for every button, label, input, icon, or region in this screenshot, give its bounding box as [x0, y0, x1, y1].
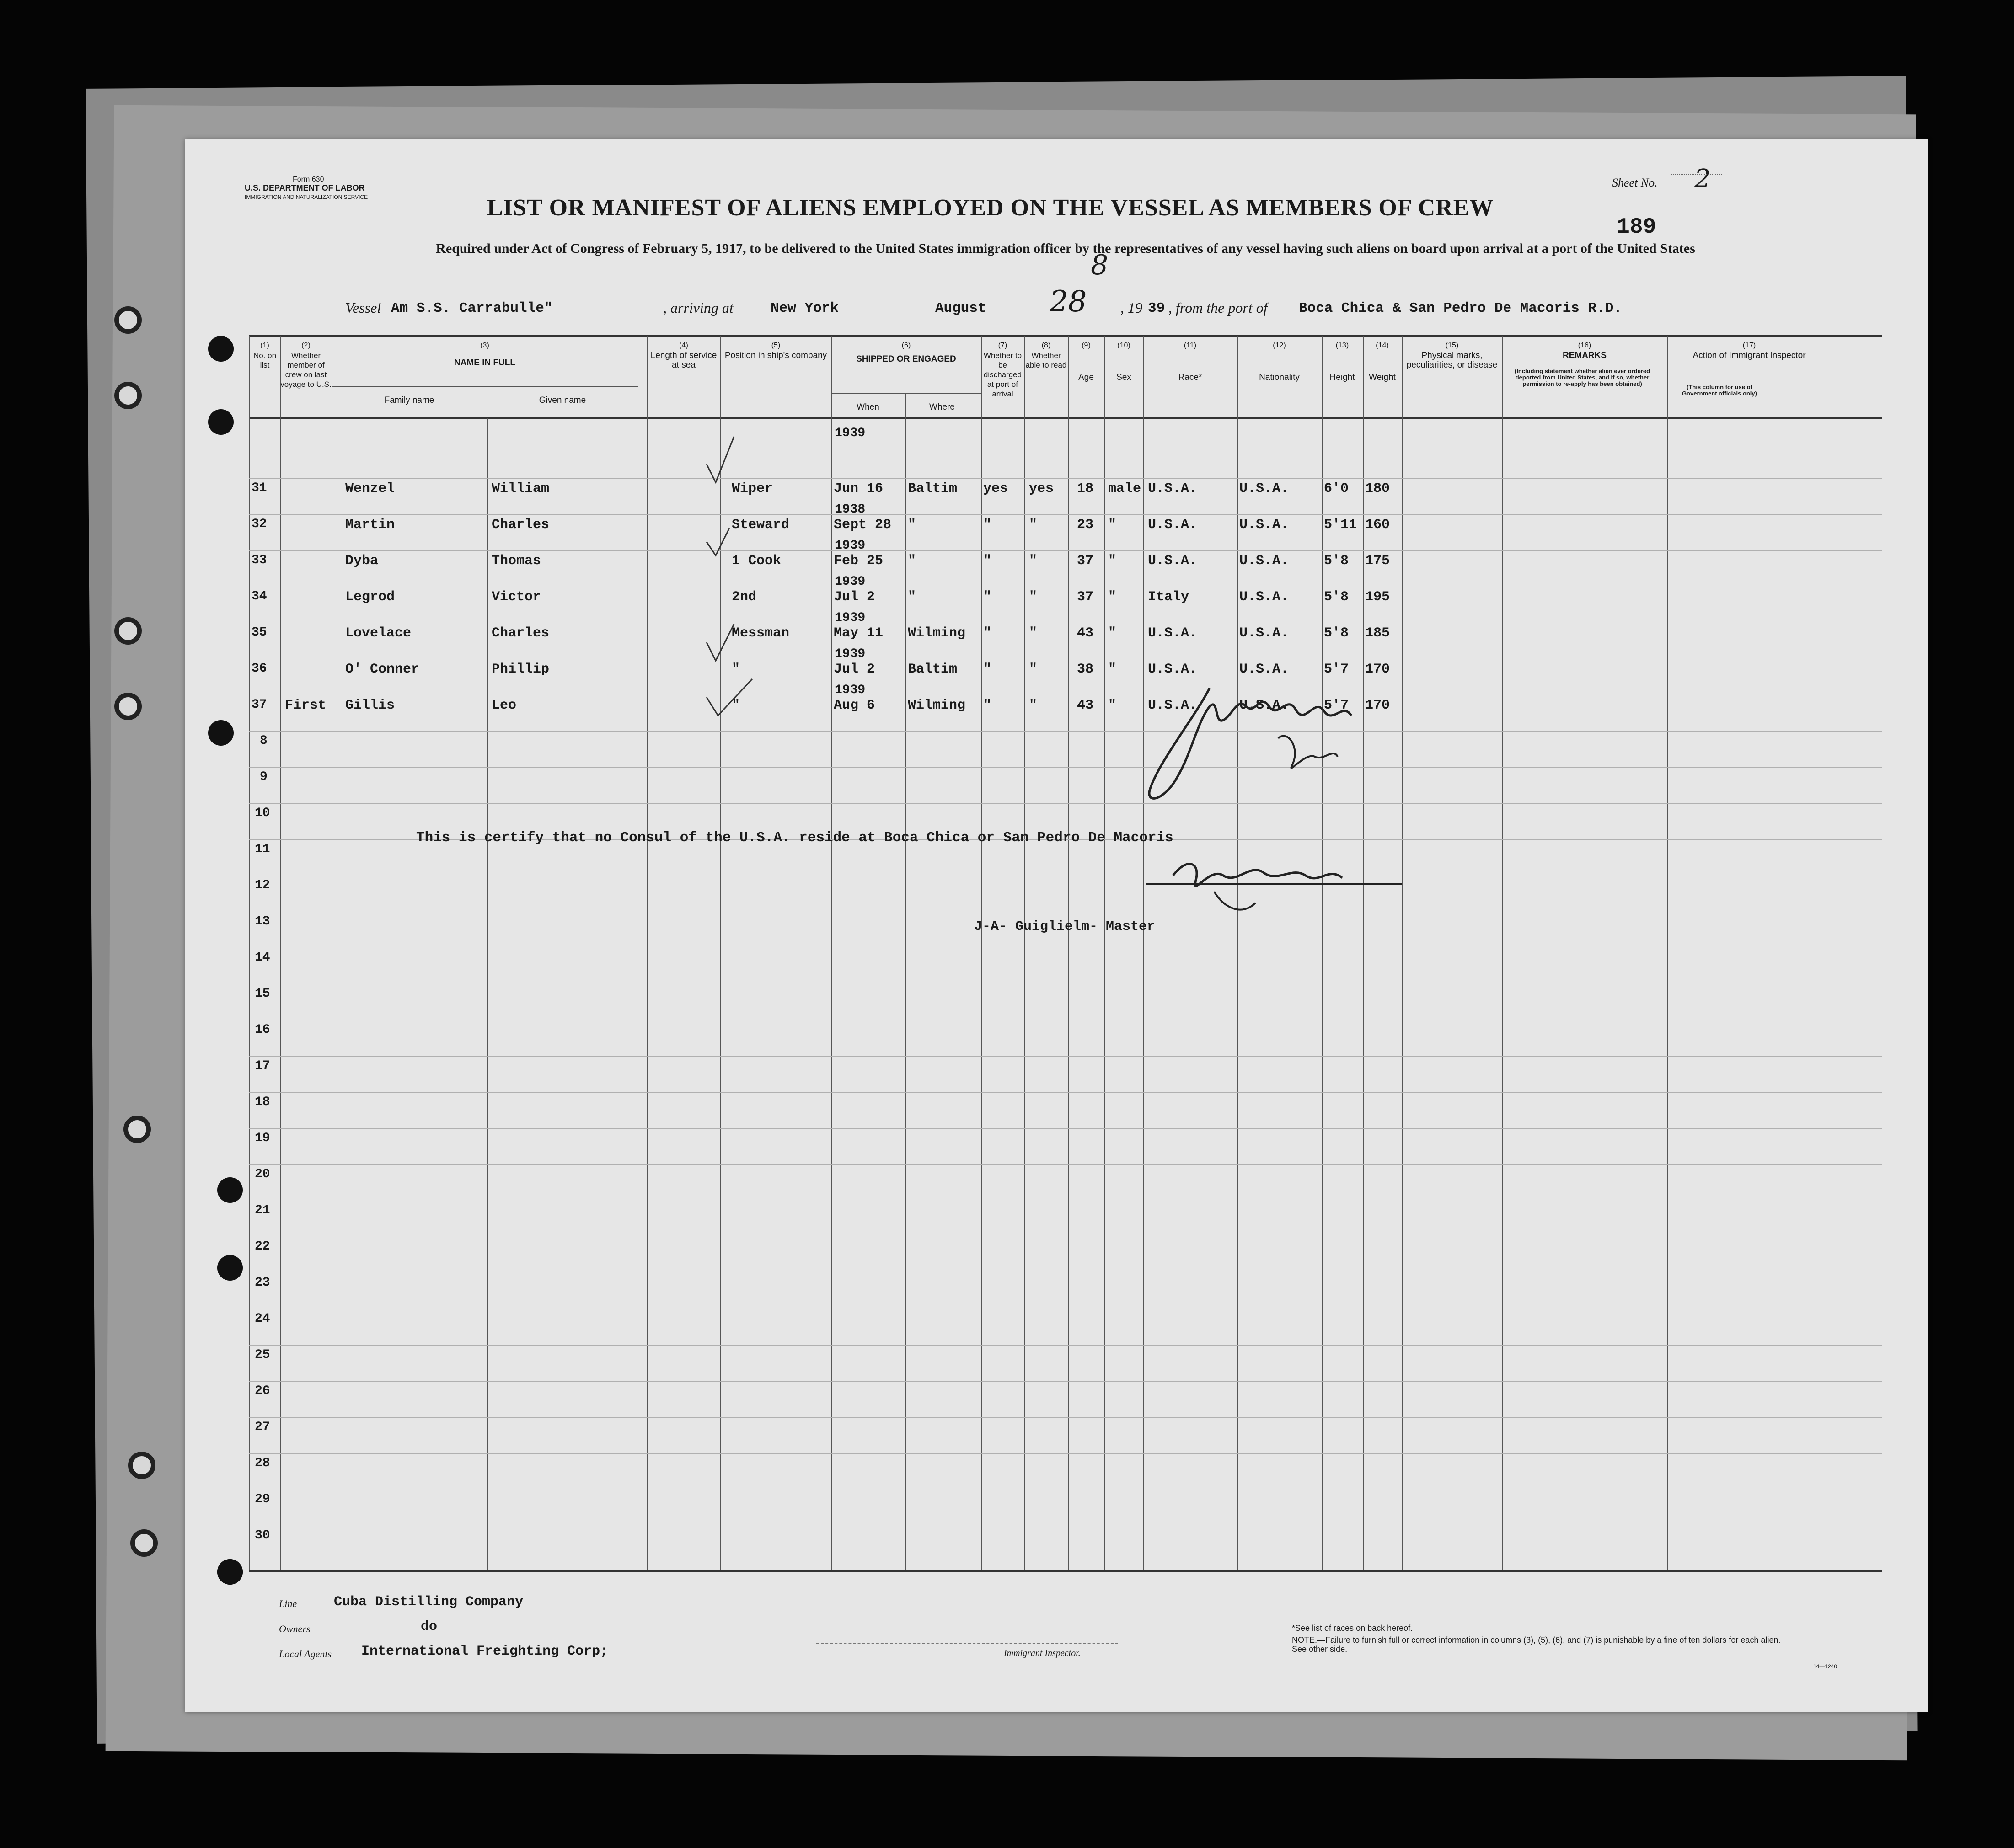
row-number: 34: [252, 589, 267, 604]
service-name: IMMIGRATION AND NATURALIZATION SERVICE: [245, 194, 368, 200]
arrival-year: 39: [1148, 300, 1165, 316]
column-header: NAME IN FULL: [454, 358, 516, 368]
penalty-note: NOTE.—Failure to furnish full or correct information in columns (3), (5), (6), and (7) is punishable by a fine of ten dollars for each alien. See other side.: [1292, 1635, 1781, 1654]
to-be-discharged: ": [983, 517, 992, 533]
nationality: U.S.A.: [1239, 517, 1289, 533]
column-header: Length of service at sea: [650, 351, 717, 370]
owners-label: Owners: [279, 1623, 311, 1634]
inspector-signature-line: [816, 1643, 1118, 1644]
column-number: (17): [1742, 342, 1756, 349]
shipped-year: 1939: [835, 575, 866, 589]
weight: 175: [1365, 553, 1390, 569]
nationality: U.S.A.: [1239, 589, 1289, 605]
height: 5'8: [1324, 589, 1349, 605]
owners-value: do: [421, 1619, 438, 1634]
able-to-read: ": [1029, 553, 1038, 569]
to-be-discharged: ": [983, 625, 992, 641]
local-agents: International Freighting Corp;: [361, 1644, 609, 1659]
row-rule: [249, 1453, 1882, 1454]
column-rule: [647, 336, 648, 1570]
able-to-read: ": [1029, 589, 1038, 605]
column-header: Age: [1078, 373, 1094, 382]
row-number: 33: [252, 553, 267, 567]
given-name: Charles: [492, 517, 550, 533]
blank-row-number: 27: [255, 1420, 270, 1434]
races-note: *See list of races on back hereof.: [1292, 1624, 1413, 1633]
blank-row-number: 13: [255, 914, 270, 929]
remarks-note: (Including statement whether alien ever ordered deported from United States, and if so, whether permission to re-apply has been obtained): [1514, 368, 1650, 387]
able-to-read: ": [1029, 625, 1038, 641]
inspector-label: Immigrant Inspector.: [1004, 1648, 1081, 1658]
age: 43: [1077, 698, 1094, 713]
column-header: Race*: [1178, 373, 1202, 382]
column-rule: [1024, 336, 1025, 1570]
sex: ": [1108, 589, 1117, 605]
nationality: U.S.A.: [1239, 481, 1289, 497]
blank-row-number: 16: [255, 1023, 270, 1037]
shipped-where: ": [908, 517, 916, 533]
weight: 170: [1365, 698, 1390, 713]
family-name: Legrod: [345, 589, 395, 605]
row-number: 32: [252, 517, 267, 531]
blank-row-number: 15: [255, 987, 270, 1001]
binder-hole: [123, 1116, 151, 1143]
age: 43: [1077, 625, 1094, 641]
blank-row-number: 14: [255, 951, 270, 965]
handwritten-page-number: 8: [1091, 249, 1109, 281]
column-rule: [1104, 336, 1105, 1570]
blank-row-number: 9: [260, 770, 268, 784]
row-rule: [249, 1056, 1882, 1057]
weight: 195: [1365, 589, 1390, 605]
column-rule: [487, 418, 488, 1570]
age: 38: [1077, 662, 1094, 677]
from-label: , from the port of: [1168, 299, 1268, 316]
row-rule: [249, 1092, 1882, 1093]
weight: 170: [1365, 662, 1390, 677]
manifest-page: [185, 139, 1928, 1712]
sheet-label: Sheet No.: [1612, 176, 1658, 189]
shipped-where: Wilming: [908, 625, 966, 641]
binder-hole: [128, 1452, 155, 1479]
nationality: U.S.A.: [1239, 553, 1289, 569]
weight: 180: [1365, 481, 1390, 497]
race: U.S.A.: [1148, 662, 1198, 677]
inspector-signature: [1141, 679, 1397, 807]
race: U.S.A.: [1148, 517, 1198, 533]
punch-hole: [208, 409, 234, 435]
binder-hole: [114, 693, 142, 720]
departure-port: Boca Chica & San Pedro De Macoris R.D.: [1299, 300, 1622, 316]
row-rule: [249, 478, 1882, 479]
master-name: J-A- Guiglielm- Master: [974, 919, 1156, 935]
blank-row-number: 30: [255, 1528, 270, 1543]
row-rule: [249, 1345, 1882, 1346]
position: 1 Cook: [732, 553, 782, 569]
row-number: 31: [252, 481, 267, 495]
column-number: (7): [998, 342, 1007, 349]
blank-row-number: 20: [255, 1167, 270, 1181]
race: U.S.A.: [1148, 625, 1198, 641]
column-rule: [1667, 336, 1668, 1570]
shipped-year: 1939: [835, 647, 866, 661]
year-prefix: , 19: [1120, 299, 1142, 316]
row-rule: [249, 1417, 1882, 1418]
binder-hole: [130, 1529, 158, 1557]
table-bottom-border: [249, 1570, 1882, 1572]
column-number: (16): [1578, 342, 1591, 349]
family-name: Martin: [345, 517, 395, 533]
row-rule: [249, 731, 1882, 732]
blank-row-number: 25: [255, 1348, 270, 1362]
punch-hole: [217, 1255, 243, 1281]
column-header: Action of Immigrant Inspector: [1693, 351, 1806, 360]
column-rule: [1068, 336, 1069, 1570]
weight: 185: [1365, 625, 1390, 641]
blank-row-number: 8: [260, 734, 268, 748]
shipping-line: Cuba Distilling Company: [334, 1594, 524, 1610]
column-number: (1): [260, 342, 269, 349]
binder-hole: [114, 617, 142, 645]
weight: 160: [1365, 517, 1390, 533]
to-be-discharged: ": [983, 698, 992, 713]
row-rule: [249, 1381, 1882, 1382]
binder-hole: [114, 382, 142, 409]
height: 5'11: [1324, 517, 1357, 533]
shipped-when: Aug 6: [834, 698, 875, 713]
stamp-number: 189: [1617, 215, 1656, 240]
blank-row-number: 26: [255, 1384, 270, 1398]
position: Steward: [732, 517, 790, 533]
column-number: (2): [301, 342, 311, 349]
given-name: Phillip: [492, 662, 550, 677]
shipped-year: 1938: [835, 502, 866, 517]
given-name: William: [492, 481, 550, 497]
arrival-month: August: [935, 300, 986, 316]
column-header: Height: [1329, 373, 1355, 382]
check-marks: [697, 423, 771, 816]
position: ": [732, 698, 740, 713]
given-name: Leo: [492, 698, 517, 713]
to-be-discharged: ": [983, 662, 992, 677]
blank-row-number: 23: [255, 1276, 270, 1290]
punch-hole: [217, 1177, 243, 1203]
race: U.S.A.: [1148, 553, 1198, 569]
column-header: Whether to be discharged at port of arrival: [983, 351, 1022, 398]
print-code: 14—1240: [1813, 1663, 1837, 1670]
sex: male: [1108, 481, 1141, 497]
shipped-where: Baltim: [908, 662, 958, 677]
group-header-rule: [831, 393, 981, 394]
height: 5'8: [1324, 625, 1349, 641]
page-subtitle: Required under Act of Congress of February 5, 1917, to be delivered to the United States immigration officer by the representatives of any vessel having such aliens on board upon arrival at a port of the United States: [436, 241, 1695, 256]
column-header: Weight: [1369, 373, 1396, 382]
shipped-year: 1939: [835, 683, 866, 697]
punch-hole: [217, 1559, 243, 1585]
to-be-discharged: yes: [983, 481, 1008, 497]
position: Messman: [732, 625, 790, 641]
column-rule: [831, 336, 832, 1570]
department-name: U.S. DEPARTMENT OF LABOR: [245, 183, 365, 192]
able-to-read: ": [1029, 698, 1038, 713]
shipped-when: Jun 16: [834, 481, 884, 497]
column-header: Position in ship's company: [724, 351, 827, 360]
race: U.S.A.: [1148, 698, 1198, 713]
given-name: Charles: [492, 625, 550, 641]
shipped-year: 1939: [835, 539, 866, 553]
column-number: (6): [901, 342, 911, 349]
column-number: (3): [480, 342, 489, 349]
shipped-where: Wilming: [908, 698, 966, 713]
family-name: Wenzel: [345, 481, 395, 497]
race: Italy: [1148, 589, 1189, 605]
sex: ": [1108, 662, 1117, 677]
given-name: Victor: [492, 589, 541, 605]
row-number: 37: [252, 698, 267, 712]
line-label: Line: [279, 1598, 297, 1609]
sex: ": [1108, 553, 1117, 569]
blank-row-number: 19: [255, 1131, 270, 1145]
age: 18: [1077, 481, 1094, 497]
form-number: Form 630: [293, 176, 324, 183]
able-to-read: yes: [1029, 481, 1054, 497]
column-rule: [1143, 336, 1144, 1570]
action-note: (This column for use of Government officials only): [1682, 384, 1757, 397]
column-rule: [249, 336, 250, 1570]
age: 37: [1077, 589, 1094, 605]
first-row-year: 1939: [835, 426, 866, 440]
column-header: Nationality: [1259, 373, 1300, 382]
position: 2nd: [732, 589, 757, 605]
where-header: Where: [929, 402, 955, 412]
column-rule: [1502, 336, 1503, 1570]
binder-hole: [114, 306, 142, 334]
column-rule: [905, 393, 906, 1570]
row-rule: [249, 767, 1882, 768]
position: Wiper: [732, 481, 773, 497]
column-number: (8): [1041, 342, 1051, 349]
to-be-discharged: ": [983, 553, 992, 569]
age: 37: [1077, 553, 1094, 569]
column-number: (10): [1117, 342, 1130, 349]
row-rule: [249, 1128, 1882, 1129]
blank-row-number: 21: [255, 1203, 270, 1218]
column-header: Whether able to read: [1025, 351, 1067, 369]
page-title: LIST OR MANIFEST OF ALIENS EMPLOYED ON THE VESSEL AS MEMBERS OF CREW: [487, 195, 1494, 221]
master-signature: [1146, 848, 1402, 930]
blank-row-number: 29: [255, 1492, 270, 1506]
column-number: (15): [1445, 342, 1459, 349]
shipped-where: Baltim: [908, 481, 958, 497]
row-rule: [249, 1164, 1882, 1165]
sex: ": [1108, 625, 1117, 641]
age: 23: [1077, 517, 1094, 533]
sheet-underline: [1671, 174, 1722, 176]
row-rule: [249, 514, 1882, 515]
table-top-border: [249, 335, 1882, 337]
sex: ": [1108, 698, 1117, 713]
prior-voyage: First: [285, 698, 327, 713]
column-number: (11): [1184, 342, 1197, 349]
family-name: O' Conner: [345, 662, 420, 677]
column-number: (9): [1082, 342, 1091, 349]
race: U.S.A.: [1148, 481, 1198, 497]
blank-row-number: 18: [255, 1095, 270, 1109]
consul-certification: This is certify that no Consul of the U.S.A. reside at Boca Chica or San Pedro De Macoris: [416, 830, 1173, 846]
to-be-discharged: ": [983, 589, 992, 605]
row-rule: [249, 550, 1882, 551]
vessel-name: Am S.S. Carrabulle": [391, 300, 553, 316]
punch-hole: [208, 720, 234, 746]
blank-row-number: 24: [255, 1312, 270, 1326]
row-rule: [249, 803, 1882, 804]
blank-row-number: 12: [255, 878, 270, 892]
column-rule: [1237, 336, 1238, 1570]
vessel-label: Vessel: [345, 299, 381, 316]
blank-row-number: 22: [255, 1239, 270, 1254]
column-header: No. on list: [253, 351, 277, 369]
punch-hole: [208, 336, 234, 362]
shipped-where: ": [908, 589, 916, 605]
column-number: (12): [1273, 342, 1286, 349]
height: 5'8: [1324, 553, 1349, 569]
sex: ": [1108, 517, 1117, 533]
able-to-read: ": [1029, 517, 1038, 533]
column-header: REMARKS: [1562, 351, 1607, 360]
nationality: U.S.A.: [1239, 625, 1289, 641]
family-name: Lovelace: [345, 625, 412, 641]
column-number: (13): [1335, 342, 1349, 349]
shipped-when: Feb 25: [834, 553, 884, 569]
blank-row-number: 11: [255, 842, 270, 856]
row-number: 36: [252, 662, 267, 676]
agents-label: Local Agents: [279, 1648, 332, 1660]
column-header: Whether member of crew on last voyage to U.S.: [280, 351, 332, 389]
column-number: (14): [1376, 342, 1389, 349]
column-rule: [280, 336, 281, 1570]
family-name: Gillis: [345, 698, 395, 713]
header-bottom-border: [249, 417, 1882, 419]
shipped-where: ": [908, 553, 916, 569]
arrival-day: 28: [1050, 285, 1087, 319]
row-number: 35: [252, 625, 267, 640]
shipped-when: May 11: [834, 625, 884, 641]
column-rule: [981, 336, 982, 1570]
blank-row-number: 17: [255, 1059, 270, 1073]
height: 6'0: [1324, 481, 1349, 497]
blank-row-number: 28: [255, 1456, 270, 1470]
shipped-when: Jul 2: [834, 589, 875, 605]
when-header: When: [857, 402, 879, 412]
shipped-when: Jul 2: [834, 662, 875, 677]
shipped-year: 1939: [835, 611, 866, 625]
able-to-read: ": [1029, 662, 1038, 677]
column-number: (4): [679, 342, 688, 349]
family-name-header: Family name: [384, 395, 434, 405]
position: ": [732, 662, 740, 677]
height: 5'7: [1324, 698, 1349, 713]
group-header-rule: [332, 386, 638, 387]
nationality: U.S.A.: [1239, 662, 1289, 677]
family-name: Dyba: [345, 553, 379, 569]
column-rule: [1363, 336, 1364, 1570]
column-rule: [1402, 336, 1403, 1570]
column-rule: [1322, 336, 1323, 1570]
column-number: (5): [771, 342, 781, 349]
blank-row-number: 10: [255, 806, 270, 820]
given-name: Thomas: [492, 553, 541, 569]
arriving-label: , arriving at: [663, 299, 734, 316]
arrival-port: New York: [771, 300, 839, 316]
shipped-when: Sept 28: [834, 517, 892, 533]
column-header: SHIPPED OR ENGAGED: [856, 354, 956, 364]
column-header: Physical marks, peculiarities, or disease: [1406, 351, 1498, 370]
nationality: U.S.A.: [1239, 698, 1289, 713]
given-name-header: Given name: [539, 395, 586, 405]
sheet-number: 2: [1694, 164, 1711, 194]
column-header: Sex: [1116, 373, 1131, 382]
height: 5'7: [1324, 662, 1349, 677]
